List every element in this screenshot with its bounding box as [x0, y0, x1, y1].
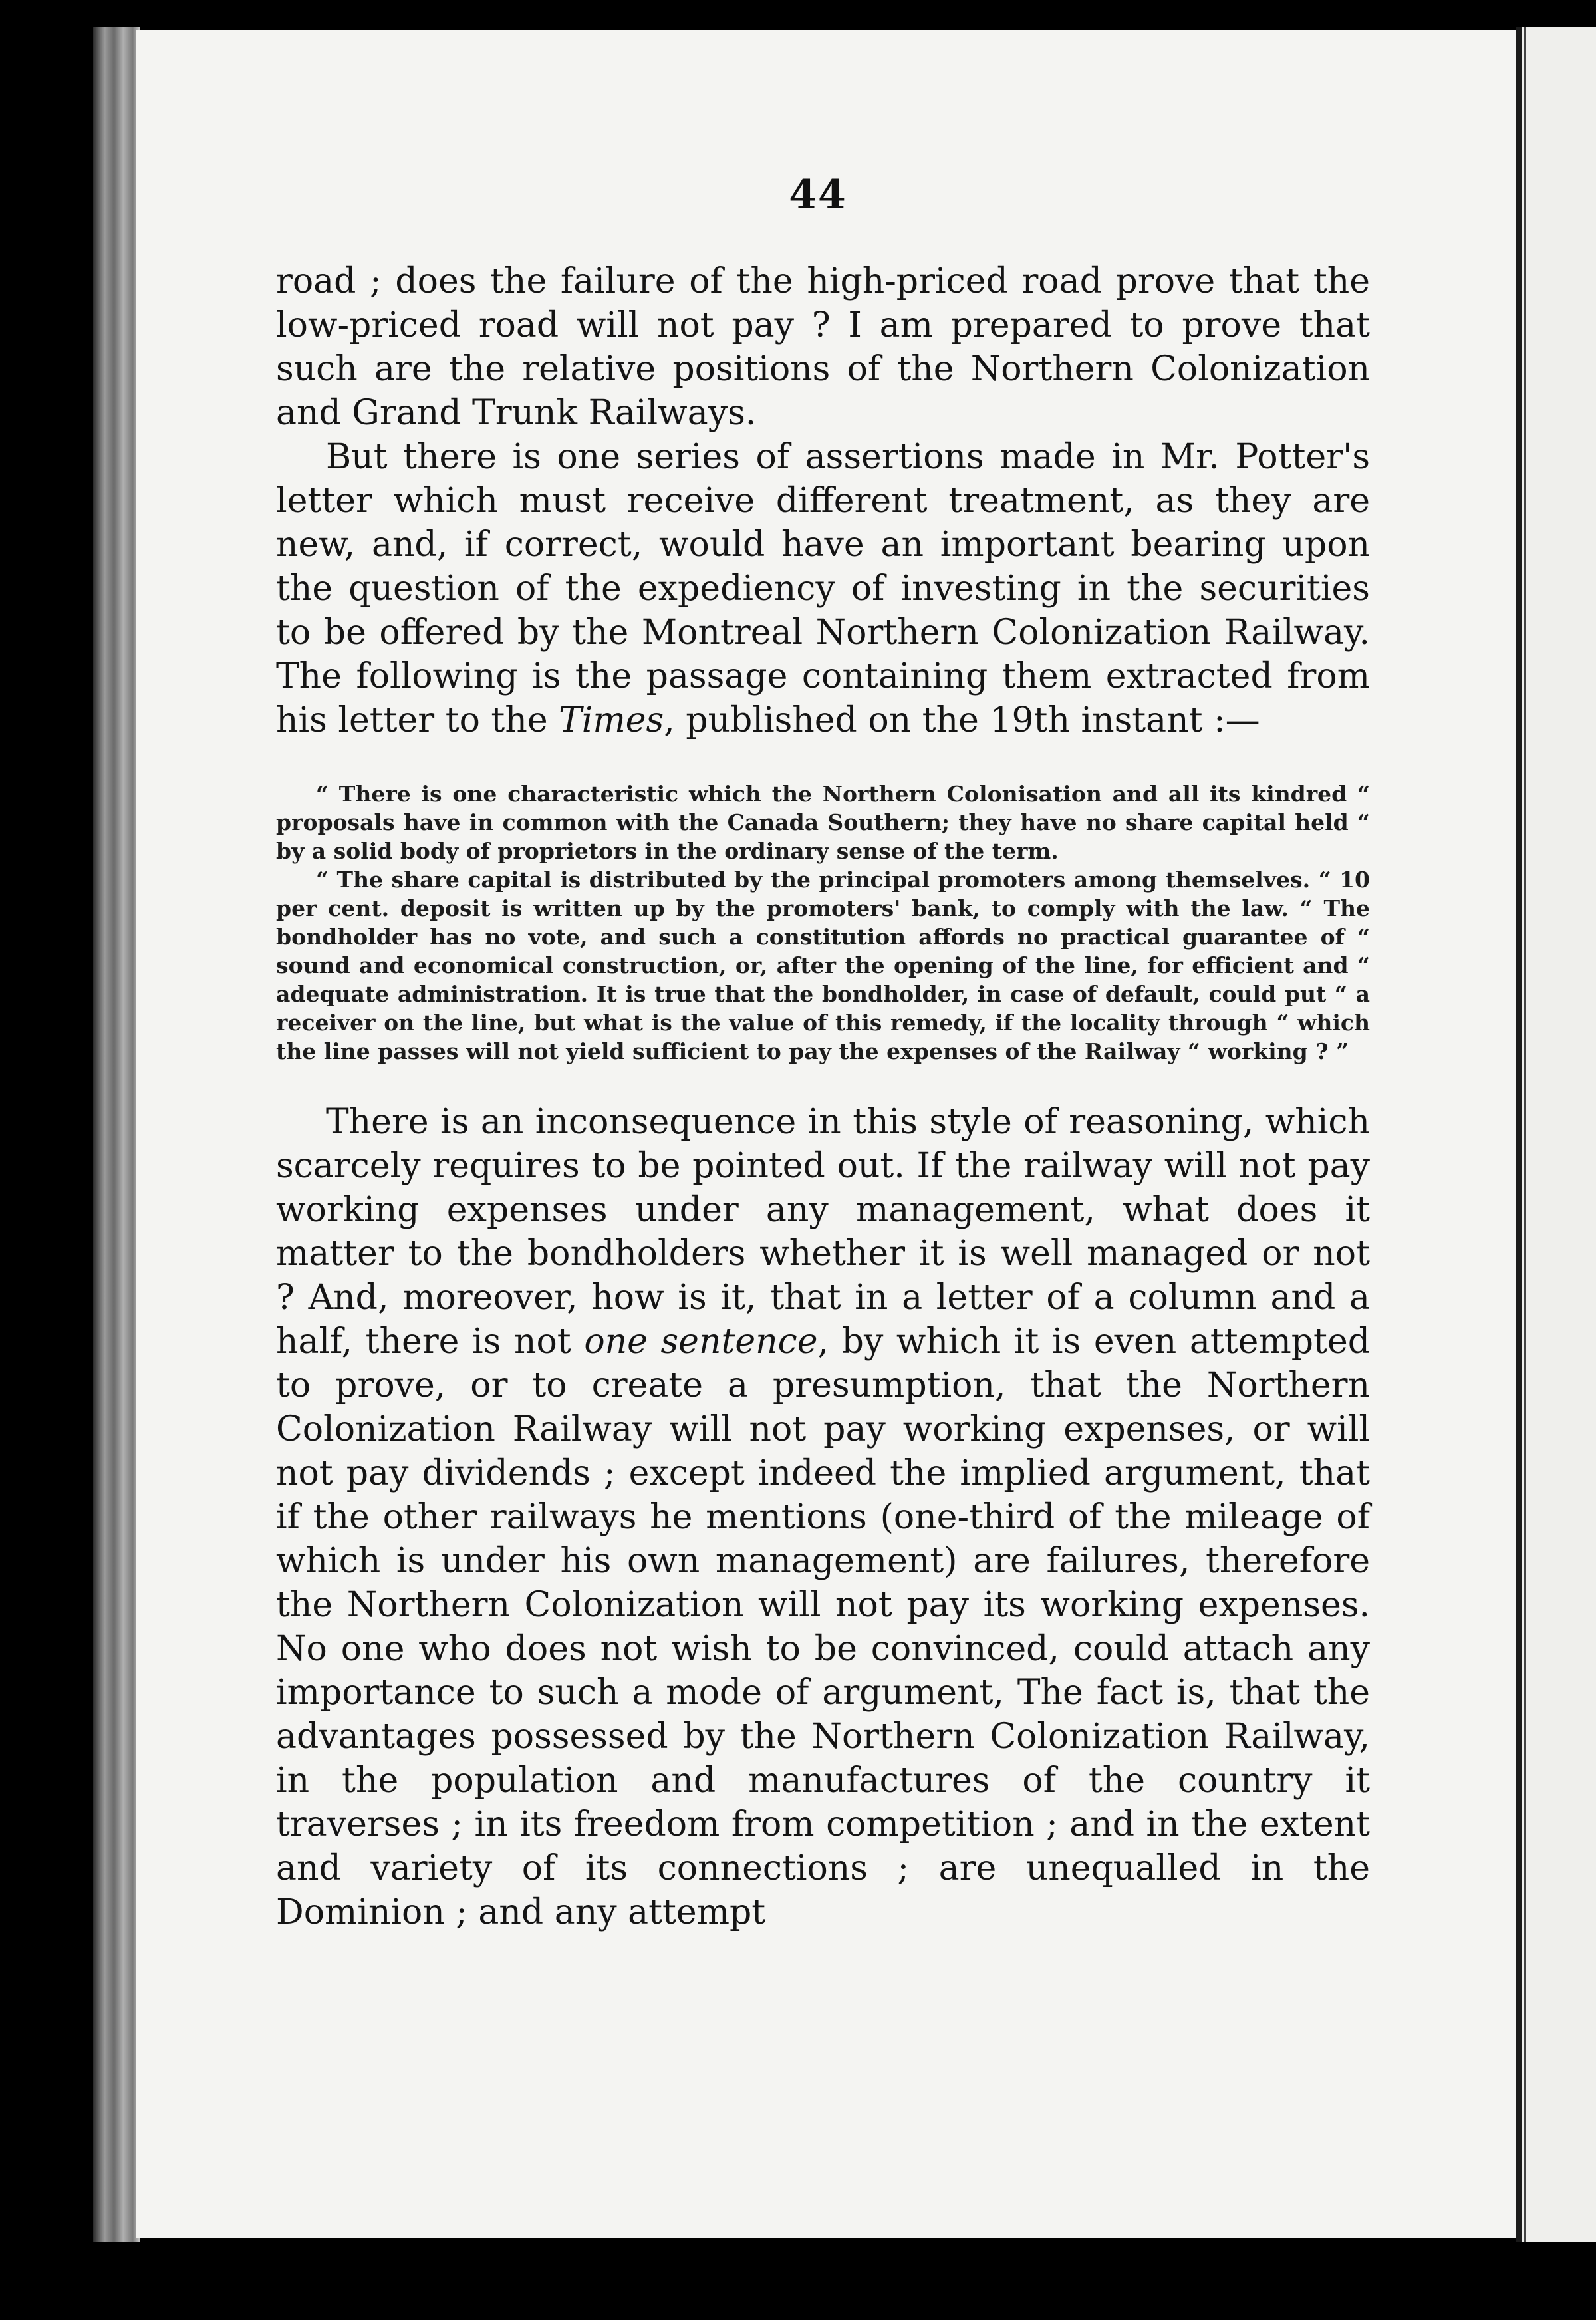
quotation-paragraph: “ The share capital is distributed by the principal promoters among themselves. “ 10 per cent. deposit is written up by the promoters' bank, to comply with the law. “ The bondholder has no vote, and such a constitution affords no practical guarantee of “ sound and economical construction, or, after the opening of the line, for efficient and “ adequate administration. It is true that the bondholder, in case of default, could put “ a receiver on the line, but what is the value of this remedy, if the locality through “ which the line passes will not yield sufficient to pay the expenses of the Railway “ working ? ”: [276, 867, 1370, 1064]
paragraph-main-text: There is an inconsequence in this style of reasoning, which scarcely requires to be pointed out. If the railway will not pay working expenses under any management, what does it matter to the bondholders whether it is well managed or not ? And, moreover, how is it, that in a letter of a column and a half, there is not: [276, 1102, 1370, 1362]
newspaper-title: Times: [559, 700, 664, 740]
paragraph-continuation: road ; does the failure of the high-priced road prove that the low-priced road will not pay ? I am prepared to prove that such are the relative positions of the Northern Colonization and Grand Trunk Railways.: [276, 261, 1370, 433]
paragraph-main-tail: , by which it is even attempted to prove, or to create a presumption, that the Northern Colonization Railway will not pay working expenses, or will not pay dividends ; except indeed the implied argument, that if the other railways he mentions (one-third of the mileage of which is under his own management) are failures, therefore the Northern Colonization will not pay its working expenses. No one who does not wish to be convinced, could attach any importance to such a mode of argument, The fact is, that the advantages possessed by the Northern Colonization Railway, in the population and manufactures of the country it traverses ; in its freedom from competition ; and in the extent and variety of its connections ; are unequalled in the Dominion ; and any attempt: [276, 1322, 1371, 1932]
binding-rule-thin: [1524, 27, 1526, 2242]
emphasis-phrase: one sentence: [584, 1322, 818, 1362]
page-body: [276, 259, 1370, 1934]
block-quotation: [276, 780, 1370, 1066]
book-gutter-edge: [93, 27, 140, 2242]
page-number: 44: [789, 172, 847, 218]
paragraph-main: [276, 1100, 1370, 1934]
quotation-paragraph: “ There is one characteristic which the Northern Colonisation and all its kindred “ proposals have in common with the Canada Southern; they have no share capital held “ by a solid body of proprietors in the ordinary sense of the term.: [276, 781, 1370, 864]
binding-rule: [1516, 27, 1522, 2242]
facing-page-edge: [1516, 27, 1596, 2242]
paragraph-intro-text: But there is one series of assertions made in Mr. Potter's letter which must receive different treatment, as they are new, and, if correct, would have an important bearing upon the question of the expediency of investing in the securities to be offered by the Montreal Northern Colonization Railway. The following is the passage containing them extracted from his letter to the: [276, 437, 1370, 740]
paragraph-intro: [276, 435, 1370, 742]
paragraph-intro-tail: , published on the 19th instant :—: [664, 700, 1260, 740]
